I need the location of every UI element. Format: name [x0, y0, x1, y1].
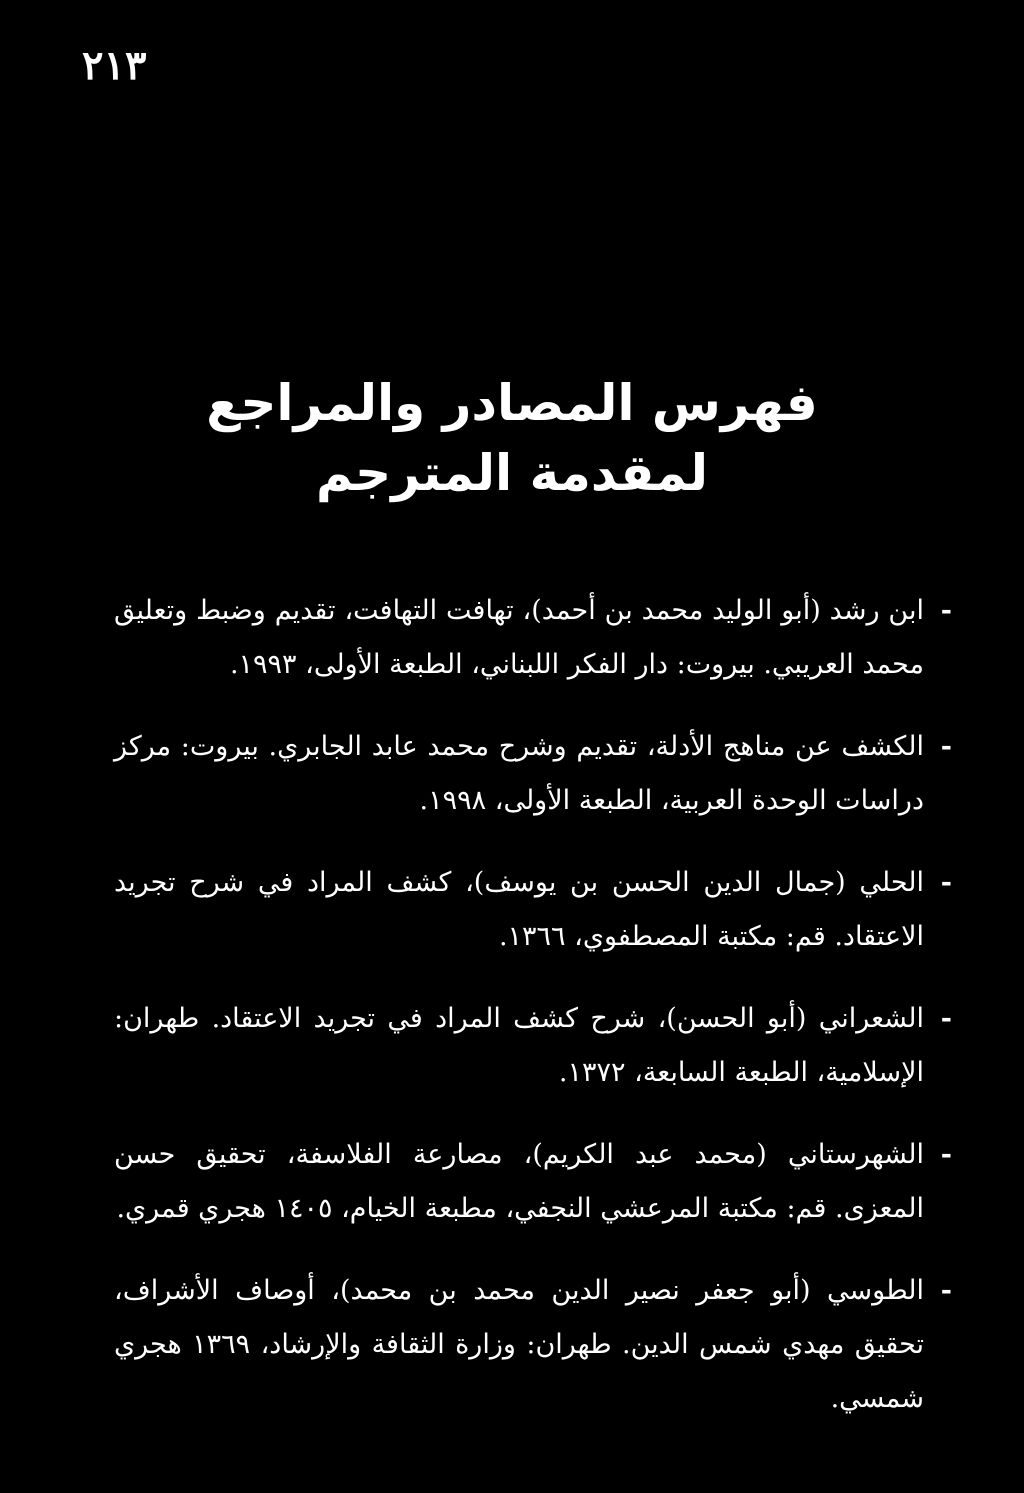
bibliography-entry [114, 720, 952, 828]
page-number: ٢١٣ [82, 42, 147, 89]
page-title [0, 368, 1024, 508]
bibliography-entry [114, 1264, 952, 1426]
entry-text: الكشف عن مناهج الأدلة، تقديم وشرح محمد عابد الجابري. بيروت: مركز دراسات الوحدة العربية، الطبعة الأولى، ١٩٩٨. [114, 731, 924, 816]
bibliography-entry [114, 584, 952, 692]
entry-text: الحلي (جمال الدين الحسن بن يوسف)، كشف المراد في شرح تجريد الاعتقاد. قم: مكتبة المصطفوي، ١٣٦٦. [114, 867, 924, 952]
entry-dash: - [940, 1139, 952, 1170]
bibliography-entry [114, 856, 952, 964]
bibliography-entry [114, 992, 952, 1100]
bibliography-list [114, 584, 952, 1454]
entry-dash: - [940, 731, 952, 762]
title-line-1: فهرس المصادر والمراجع [206, 374, 818, 432]
entry-dash: - [940, 595, 952, 626]
entry-dash: - [940, 1003, 952, 1034]
entry-text: الشعراني (أبو الحسن)، شرح كشف المراد في تجريد الاعتقاد. طهران: الإسلامية، الطبعة السابعة، ١٣٧٢. [114, 1003, 924, 1088]
bibliography-entry [114, 1128, 952, 1236]
entry-dash: - [940, 1275, 952, 1306]
entry-dash: - [940, 867, 952, 898]
entry-text: الطوسي (أبو جعفر نصير الدين محمد بن محمد)، أوصاف الأشراف، تحقيق مهدي شمس الدين. طهران: وزارة الثقافة والإرشاد، ١٣٦٩ هجري شمسي. [114, 1275, 925, 1414]
entry-text: الشهرستاني (محمد عبد الكريم)، مصارعة الفلاسفة، تحقيق حسن المعزى. قم: مكتبة المرعشي النجفي، مطبعة الخيام، ١٤٠٥ هجري قمري. [114, 1139, 924, 1224]
title-line-2: لمقدمة المترجم [315, 444, 709, 502]
entry-text: ابن رشد (أبو الوليد محمد بن أحمد)، تهافت التهافت، تقديم وضبط وتعليق محمد العريبي. بيروت: دار الفكر اللبناني، الطبعة الأولى، ١٩٩٣. [114, 595, 924, 680]
